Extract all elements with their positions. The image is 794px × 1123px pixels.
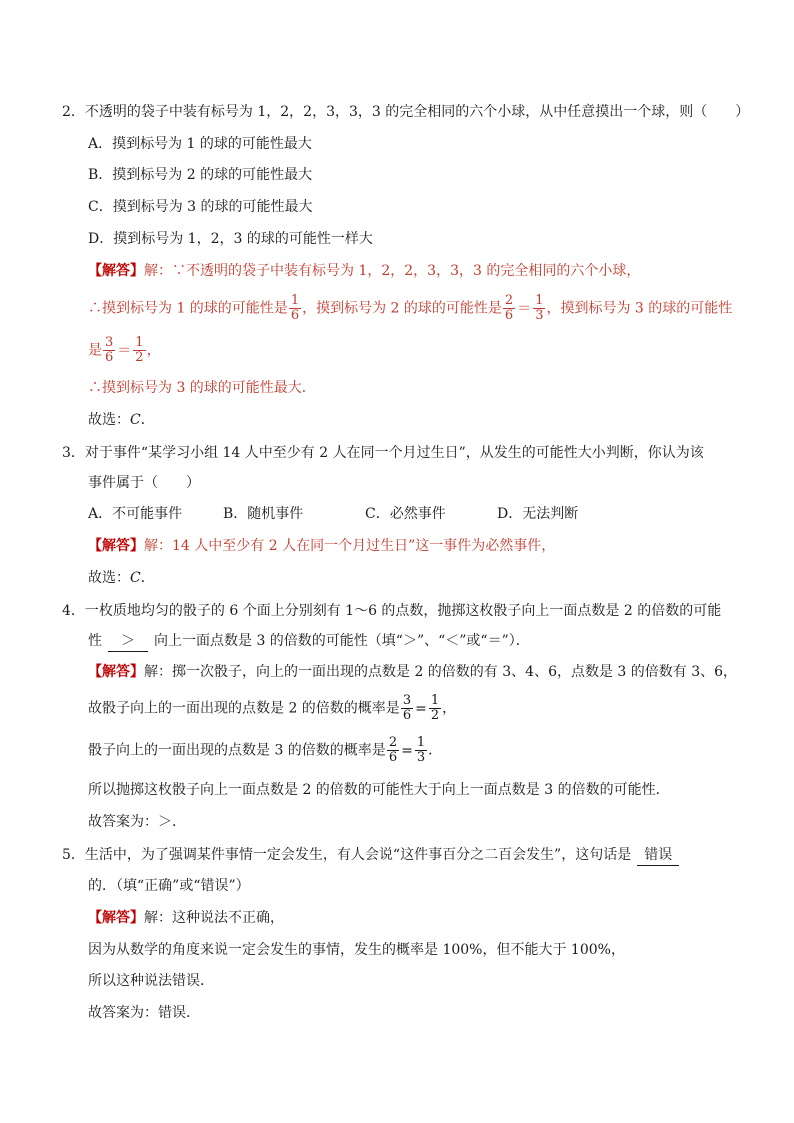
fraction-numerator: 2 — [504, 293, 514, 308]
fraction-denominator: 6 — [402, 708, 412, 723]
q4-solution-line-2 — [88, 694, 456, 723]
fraction-denominator: 2 — [430, 708, 440, 723]
q2-option-c: C．摸到标号为 3 的球的可能性最大 — [88, 199, 313, 215]
equals-sign: ＝ — [517, 300, 532, 317]
q3-option-d: D．无法判断 — [497, 506, 579, 522]
q2-option-d: D．摸到标号为 1，2，3 的球的可能性一样大 — [88, 231, 373, 247]
q4-solution-line-1 — [88, 662, 737, 682]
answer-tag: 【解答】 — [88, 910, 144, 926]
q2-sol2-text-c: ，摸到标号为 3 的球的可能性 — [546, 300, 733, 317]
q2-solution-text: 解：∵不透明的袋子中装有标号为 1，2，2，3，3，3 的完全相同的六个小球， — [144, 263, 641, 279]
answer-prefix: 故选： — [88, 412, 130, 428]
fraction-numerator: 1 — [416, 735, 426, 750]
fraction-numerator: 2 — [388, 735, 398, 750]
q4-sol2-text-a: 故骰子向上的一面出现的点数是 2 的倍数的概率是 — [88, 700, 400, 717]
q5-solution-line-3: 所以这种说法错误． — [88, 973, 214, 989]
fraction-numerator: 1 — [135, 335, 144, 350]
fraction — [289, 294, 301, 323]
q3-solution-text: 解：14 人中至少有 2 人在同一个月过生日”这一事件为必然事件， — [144, 538, 556, 554]
q2-stem: 2．不透明的袋子中装有标号为 1，2，2，3，3，3 的完全相同的六个小球，从中任意摸出一个球，则（ ） — [62, 104, 750, 120]
q5-solution-line-1 — [88, 908, 284, 928]
q2-sol3-text-b: ， — [146, 342, 161, 359]
q3-stem-line-2: 事件属于（ ） — [88, 475, 200, 491]
q4-sol3-text-b: ． — [428, 742, 443, 759]
fraction-denominator: 6 — [388, 750, 398, 765]
q4-solution-text: 解：掷一次骰子，向上的一面出现的点数是 2 的倍数的有 3、4、6，点数是 3 的倍数有 3、6， — [144, 664, 738, 680]
fraction-denominator: 3 — [535, 308, 544, 323]
fraction-numerator: 3 — [402, 693, 412, 708]
q4-sol3-text-a: 骰子向上的一面出现的点数是 3 的倍数的概率是 — [88, 742, 386, 759]
q4-solution-line-4: 所以抛掷这枚骰子向上一面点数是 2 的倍数的可能性大于向上一面点数是 3 的倍数的可能性． — [88, 782, 670, 798]
fraction-numerator: 3 — [105, 335, 114, 350]
q2-option-b: B．摸到标号为 2 的球的可能性最大 — [88, 167, 313, 183]
fraction — [429, 694, 441, 723]
fraction — [415, 736, 427, 765]
fraction-denominator: 2 — [135, 350, 144, 365]
answer-tag: 【解答】 — [88, 538, 144, 554]
answer-prefix: 故选： — [88, 570, 130, 586]
q3-option-c: C．必然事件 — [365, 506, 446, 522]
q3-solution-line-1 — [88, 536, 555, 556]
fraction — [401, 694, 413, 723]
answer-blank: ＞ — [108, 631, 148, 652]
q2-solution-line-4: ∴摸到标号为 3 的球的可能性最大． — [88, 380, 316, 396]
q2-sol2-text-a: ∴摸到标号为 1 的球的可能性是 — [88, 300, 288, 317]
fraction — [387, 736, 399, 765]
fraction — [503, 294, 515, 323]
q4-sol2-text-b: ， — [442, 700, 457, 717]
q2-solution-line-2 — [88, 294, 732, 323]
q5-solution-line-2: 因为从数学的角度来说一定会发生的事情，发生的概率是 100%，但不能大于 100%， — [88, 942, 625, 958]
answer-letter: C — [130, 570, 141, 586]
q4-stem-line-2 — [88, 631, 530, 652]
fraction-numerator: 1 — [290, 293, 300, 308]
fraction-denominator: 6 — [105, 350, 114, 365]
fraction-denominator: 6 — [290, 308, 300, 323]
fraction — [103, 336, 115, 365]
q4-stem2-text-b: 向上一面点数是 3 的倍数的可能性（填“＞”、“＜”或“＝”）． — [154, 633, 530, 649]
q3-option-a: A．不可能事件 — [88, 506, 183, 522]
q2-solution-line-3 — [88, 336, 161, 365]
q5-stem1-text: 5．生活中，为了强调某件事情一定会发生，有人会说“这件事百分之二百会发生”，这句话是 — [62, 847, 632, 863]
q5-answer: 故答案为：错误． — [88, 1005, 200, 1021]
fraction — [133, 336, 145, 365]
equals-sign: = — [401, 742, 413, 759]
answer-suffix: ． — [140, 570, 155, 586]
q3-stem-line-1: 3．对于事件“某学习小组 14 人中至少有 2 人在同一个月过生日”，从发生的可能性大小判断，你认为该 — [62, 445, 704, 461]
q4-answer: 故答案为：＞． — [88, 814, 186, 830]
q2-sol3-text-a: 是 — [88, 342, 102, 359]
q5-solution-text: 解：这种说法不正确， — [144, 910, 284, 926]
answer-suffix: ． — [140, 412, 155, 428]
fraction — [533, 294, 545, 323]
q2-option-a: A．摸到标号为 1 的球的可能性最大 — [88, 136, 312, 152]
q5-stem-line-2: 的．（填“正确”或“错误”） — [88, 878, 250, 894]
q2-answer — [88, 410, 155, 430]
q5-stem-line-1 — [62, 845, 679, 866]
q4-stem2-text-a: 性 — [88, 633, 102, 649]
equals-sign: = — [415, 700, 427, 717]
fraction-denominator: 6 — [504, 308, 514, 323]
q4-stem-line-1: 4．一枚质地均匀的骰子的 6 个面上分别刻有 1～6 的点数，抛掷这枚骰子向上一面点数是 2 的倍数的可能 — [62, 603, 722, 619]
q3-answer — [88, 568, 155, 588]
q4-solution-line-3 — [88, 736, 442, 765]
q2-solution-line-1 — [88, 261, 640, 281]
fraction-numerator: 1 — [535, 293, 544, 308]
q3-option-b: B．随机事件 — [223, 506, 304, 522]
fraction-denominator: 3 — [416, 750, 426, 765]
answer-blank: 错误 — [637, 845, 679, 866]
q2-sol2-text-b: ，摸到标号为 2 的球的可能性是 — [302, 300, 502, 317]
answer-letter: C — [130, 412, 141, 428]
answer-tag: 【解答】 — [88, 263, 144, 279]
fraction-numerator: 1 — [430, 693, 440, 708]
equals-sign: ＝ — [117, 342, 132, 359]
answer-tag: 【解答】 — [88, 664, 144, 680]
